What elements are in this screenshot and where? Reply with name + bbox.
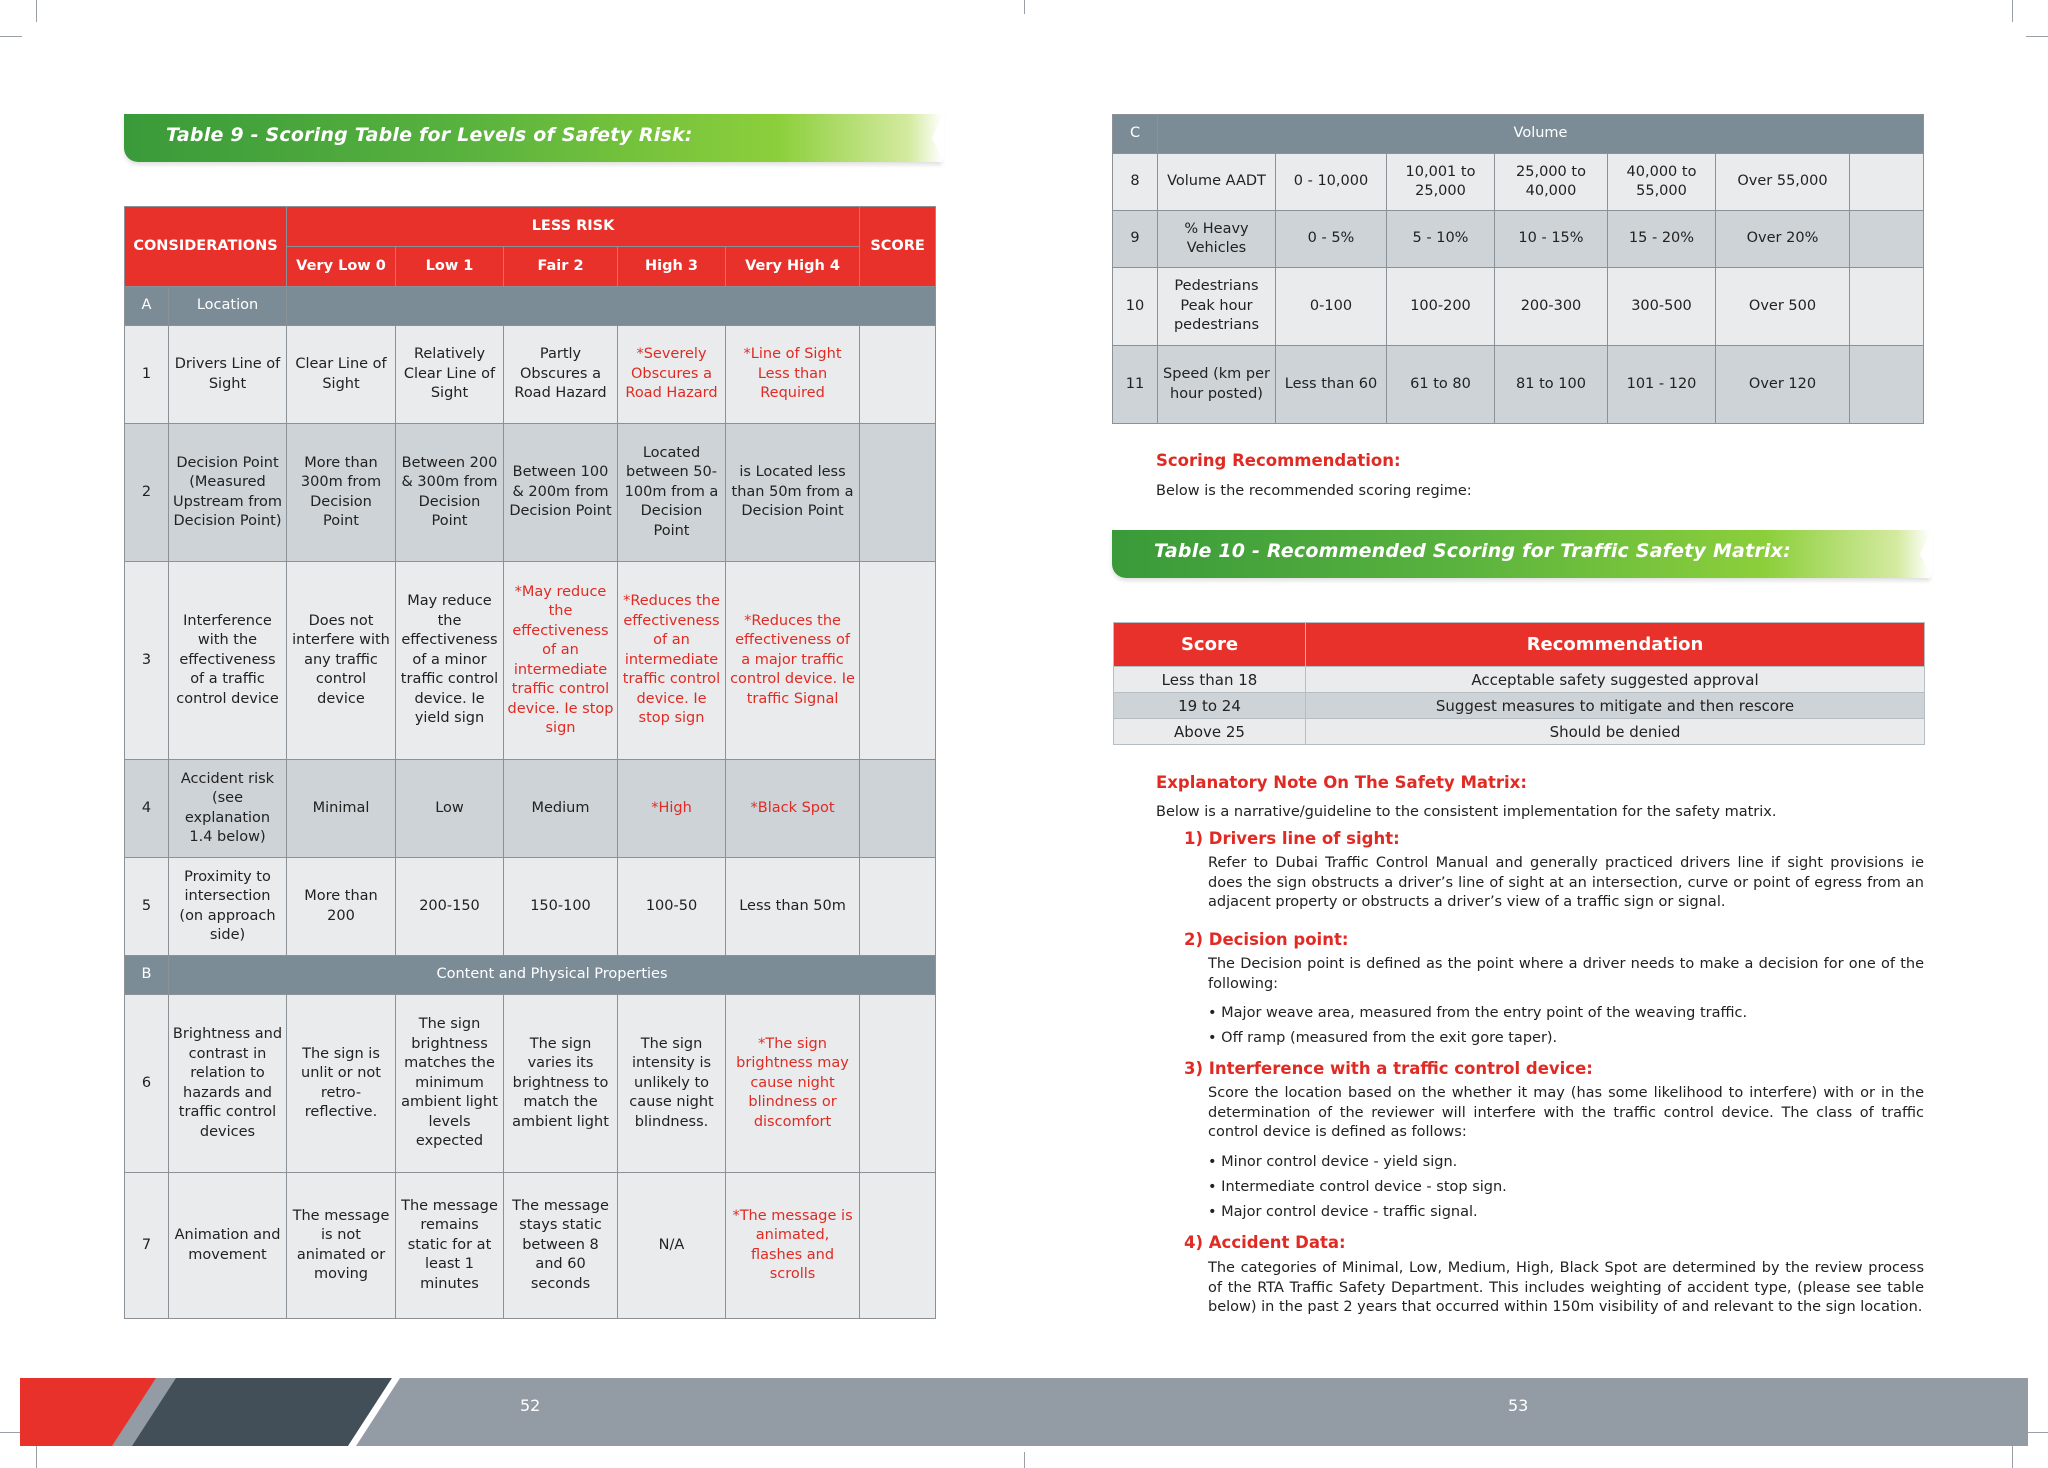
table-row	[125, 995, 936, 1173]
cell: is Located less than 50m from a Decision Point	[726, 424, 860, 562]
score-value: 19 to 24	[1114, 693, 1306, 719]
cell: *Reduces the effectiveness of a major traffic control device. Ie traffic Signal	[726, 562, 860, 760]
cell: The sign is unlit or not retro-reflective.	[287, 995, 396, 1173]
table-row	[125, 562, 936, 760]
row-consideration: Drivers Line of Sight	[169, 326, 287, 424]
cell: Clear Line of Sight	[287, 326, 396, 424]
section-3-title: 3) Interference with a traffic control device:	[1184, 1059, 1593, 1078]
score-value: Less than 18	[1114, 667, 1306, 693]
table-row	[1114, 693, 1925, 719]
section-3-bullet: • Major control device - traffic signal.	[1208, 1204, 1478, 1220]
score-cell	[1850, 268, 1924, 346]
cell: Over 120	[1716, 346, 1850, 424]
table-row	[125, 326, 936, 424]
section-2-bullet: • Off ramp (measured from the exit gore taper).	[1208, 1030, 1558, 1046]
crop-mark	[1024, 1452, 1025, 1468]
section-letter: B	[125, 956, 169, 995]
considerations-header: CONSIDERATIONS	[125, 207, 287, 287]
cell: Between 200 & 300m from Decision Point	[396, 424, 504, 562]
cell: 5 - 10%	[1387, 211, 1495, 268]
score-cell	[860, 424, 936, 562]
row-number: 6	[125, 995, 169, 1173]
cell: 0 - 5%	[1276, 211, 1387, 268]
explanatory-intro: Below is a narrative/guideline to the consistent implementation for the safety matrix.	[1156, 804, 1777, 820]
row-number: 7	[125, 1173, 169, 1319]
section-label: Content and Physical Properties	[169, 956, 936, 995]
section-1-text: Refer to Dubai Traffic Control Manual and generally practiced drivers line if sight provisions ie does the sign obstructs a driver’s line of sight at an intersection, curve or point of egress from an adjacent property or obstructs a driver’s view of a traffic sign or signal.	[1208, 855, 1924, 910]
section-label: Volume	[1158, 115, 1924, 154]
cell: Does not interfere with any traffic control device	[287, 562, 396, 760]
score-header: SCORE	[860, 207, 936, 287]
cell: *May reduce the effectiveness of an intermediate traffic control device. Ie stop sign	[504, 562, 618, 760]
explanatory-heading: Explanatory Note On The Safety Matrix:	[1156, 773, 1527, 792]
cell: 100-50	[618, 858, 726, 956]
cell: 25,000 to 40,000	[1495, 154, 1608, 211]
table-row	[1114, 667, 1925, 693]
table9	[124, 206, 936, 1319]
scoring-text: Below is the recommended scoring regime:	[1156, 483, 1472, 499]
section-fill	[287, 287, 936, 326]
level-header: Fair 2	[504, 247, 618, 287]
crop-mark	[2026, 1432, 2048, 1433]
row-consideration: Interference with the effectiveness of a traffic control device	[169, 562, 287, 760]
cell: 61 to 80	[1387, 346, 1495, 424]
cell: The sign varies its brightness to match the ambient light	[504, 995, 618, 1173]
cell: More than 300m from Decision Point	[287, 424, 396, 562]
table-row	[1113, 211, 1924, 268]
table-row	[125, 858, 936, 956]
level-header: Low 1	[396, 247, 504, 287]
row-number: 8	[1113, 154, 1158, 211]
recommendation-value: Suggest measures to mitigate and then rescore	[1306, 693, 1925, 719]
table9-title: Table 9 - Scoring Table for Levels of Safety Risk:	[166, 124, 693, 146]
table10-title-banner	[1112, 530, 1930, 578]
table9-title-banner	[124, 114, 942, 162]
cell: 15 - 20%	[1608, 211, 1716, 268]
table-row	[125, 1173, 936, 1319]
cell: The message is not animated or moving	[287, 1173, 396, 1319]
table-row	[1113, 154, 1924, 211]
recommendation-value: Should be denied	[1306, 719, 1925, 745]
score-col-header: Score	[1114, 623, 1306, 667]
row-number: 11	[1113, 346, 1158, 424]
crop-mark	[36, 1446, 37, 1468]
table-row	[1113, 268, 1924, 346]
section-2-title: 2) Decision point:	[1184, 930, 1349, 949]
row-number: 4	[125, 760, 169, 858]
cell: Less than 60	[1276, 346, 1387, 424]
section-4-title: 4) Accident Data:	[1184, 1233, 1346, 1252]
score-cell	[860, 326, 936, 424]
cell: 0-100	[1276, 268, 1387, 346]
table-row	[1114, 719, 1925, 745]
cell: Medium	[504, 760, 618, 858]
cell: Minimal	[287, 760, 396, 858]
footer-stripes	[20, 1378, 400, 1446]
cell: 101 - 120	[1608, 346, 1716, 424]
recommendation-value: Acceptable safety suggested approval	[1306, 667, 1925, 693]
section-2-text: The Decision point is defined as the point where a driver needs to make a decision for one of the following:	[1208, 956, 1924, 992]
row-number: 3	[125, 562, 169, 760]
table-row	[125, 424, 936, 562]
score-cell	[860, 1173, 936, 1319]
row-consideration: Brightness and contrast in relation to hazards and traffic control devices	[169, 995, 287, 1173]
row-label: Speed (km per hour posted)	[1158, 346, 1276, 424]
cell: Over 500	[1716, 268, 1850, 346]
cell: 10,001 to 25,000	[1387, 154, 1495, 211]
score-cell	[860, 858, 936, 956]
row-consideration: Animation and movement	[169, 1173, 287, 1319]
volume-table	[1112, 114, 1924, 424]
score-value: Above 25	[1114, 719, 1306, 745]
score-cell	[860, 562, 936, 760]
row-label: Volume AADT	[1158, 154, 1276, 211]
level-header: Very Low 0	[287, 247, 396, 287]
cell: Over 20%	[1716, 211, 1850, 268]
cell: More than 200	[287, 858, 396, 956]
score-cell	[860, 995, 936, 1173]
cell: *The sign brightness may cause night blindness or discomfort	[726, 995, 860, 1173]
row-label: Pedestrians Peak hour pedestrians	[1158, 268, 1276, 346]
section-letter: A	[125, 287, 169, 326]
cell: Low	[396, 760, 504, 858]
crop-mark	[36, 0, 37, 22]
crop-mark	[0, 1432, 22, 1433]
table10	[1113, 622, 1925, 745]
row-number: 10	[1113, 268, 1158, 346]
cell: N/A	[618, 1173, 726, 1319]
row-number: 5	[125, 858, 169, 956]
row-number: 9	[1113, 211, 1158, 268]
row-number: 1	[125, 326, 169, 424]
crop-mark	[2012, 1446, 2013, 1468]
cell: Over 55,000	[1716, 154, 1850, 211]
crop-mark	[0, 36, 22, 37]
section-3-bullet: • Intermediate control device - stop sign.	[1208, 1179, 1507, 1195]
section-label: Location	[169, 287, 287, 326]
cell: 100-200	[1387, 268, 1495, 346]
section-letter: C	[1113, 115, 1158, 154]
row-consideration: Accident risk (see explanation 1.4 below)	[169, 760, 287, 858]
level-header: High 3	[618, 247, 726, 287]
cell: Relatively Clear Line of Sight	[396, 326, 504, 424]
cell: 0 - 10,000	[1276, 154, 1387, 211]
crop-mark	[2012, 0, 2013, 22]
cell: *Black Spot	[726, 760, 860, 858]
cell: *Line of Sight Less than Required	[726, 326, 860, 424]
section-2-bullet: • Major weave area, measured from the entry point of the weaving traffic.	[1208, 1005, 1748, 1021]
score-cell	[1850, 154, 1924, 211]
cell: Partly Obscures a Road Hazard	[504, 326, 618, 424]
table10-title: Table 10 - Recommended Scoring for Traffic Safety Matrix:	[1154, 540, 1791, 562]
less-risk-header: LESS RISK	[287, 207, 860, 247]
scoring-heading: Scoring Recommendation:	[1156, 451, 1401, 470]
cell: The message remains static for at least 1 minutes	[396, 1173, 504, 1319]
cell: May reduce the effectiveness of a minor traffic control device. Ie yield sign	[396, 562, 504, 760]
cell: The sign brightness matches the minimum ambient light levels expected	[396, 995, 504, 1173]
crop-mark	[2026, 36, 2048, 37]
cell: 10 - 15%	[1495, 211, 1608, 268]
cell: *High	[618, 760, 726, 858]
recommendation-col-header: Recommendation	[1306, 623, 1925, 667]
section-4-text: The categories of Minimal, Low, Medium, High, Black Spot are determined by the review process of the RTA Traffic Safety Department. This includes weighting of accident type, (please see table below) in the past 2 years that occurred within 150m visibility of and relevant to the sign location.	[1208, 1260, 1924, 1315]
page-number-right: 53	[1508, 1396, 1529, 1415]
row-label: % Heavy Vehicles	[1158, 211, 1276, 268]
crop-mark	[1024, 0, 1025, 14]
row-consideration: Proximity to intersection (on approach side)	[169, 858, 287, 956]
score-cell	[860, 760, 936, 858]
cell: *Reduces the effectiveness of an intermediate traffic control device. Ie stop sign	[618, 562, 726, 760]
row-number: 2	[125, 424, 169, 562]
row-consideration: Decision Point (Measured Upstream from Decision Point)	[169, 424, 287, 562]
cell: 200-300	[1495, 268, 1608, 346]
score-cell	[1850, 211, 1924, 268]
cell: The sign intensity is unlikely to cause night blindness.	[618, 995, 726, 1173]
cell: The message stays static between 8 and 60 seconds	[504, 1173, 618, 1319]
cell: 40,000 to 55,000	[1608, 154, 1716, 211]
cell: *Severely Obscures a Road Hazard	[618, 326, 726, 424]
cell: *The message is animated, flashes and scrolls	[726, 1173, 860, 1319]
cell: Located between 50-100m from a Decision Point	[618, 424, 726, 562]
cell: 300-500	[1608, 268, 1716, 346]
page-number-left: 52	[520, 1396, 541, 1415]
section-3-bullet: • Minor control device - yield sign.	[1208, 1154, 1458, 1170]
cell: 81 to 100	[1495, 346, 1608, 424]
section-1-title: 1) Drivers line of sight:	[1184, 829, 1400, 848]
cell: 150-100	[504, 858, 618, 956]
cell: Less than 50m	[726, 858, 860, 956]
table-row	[125, 760, 936, 858]
cell: 200-150	[396, 858, 504, 956]
table-row	[1113, 346, 1924, 424]
section-3-text: Score the location based on the whether it may (has some likelihood to interfere) with or in the determination of the reviewer will interfere with the traffic control device. The class of traffic control device is defined as follows:	[1208, 1085, 1924, 1140]
score-cell	[1850, 346, 1924, 424]
cell: Between 100 & 200m from Decision Point	[504, 424, 618, 562]
level-header: Very High 4	[726, 247, 860, 287]
